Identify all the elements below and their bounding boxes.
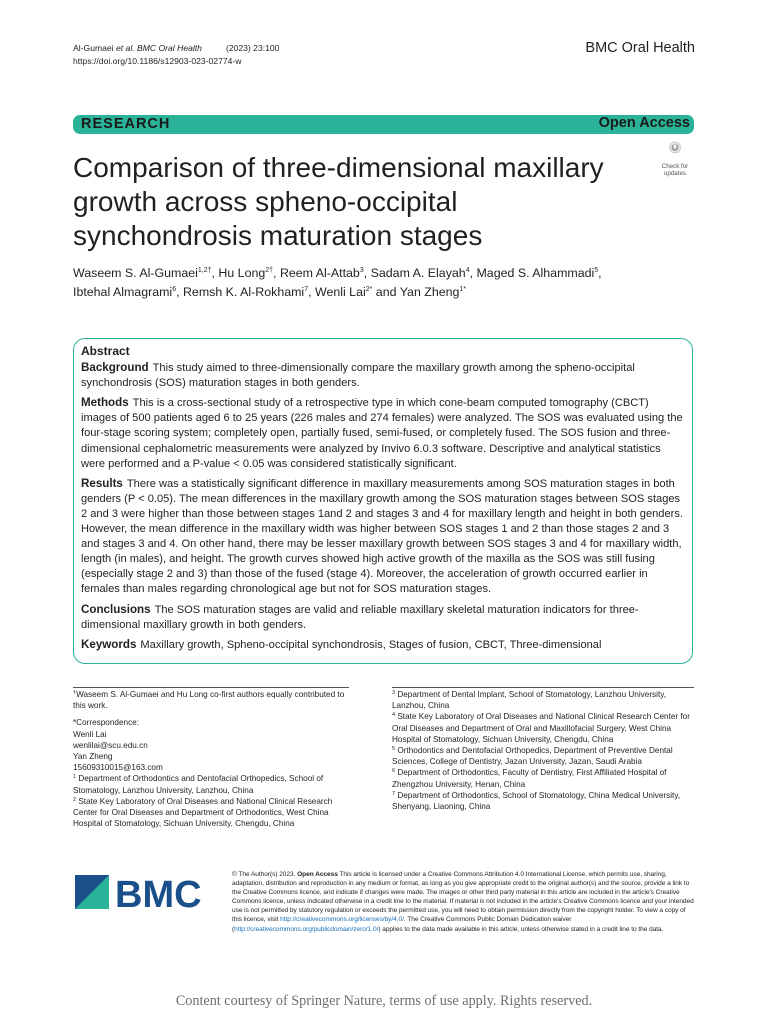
- footnotes-left: [73, 689, 349, 829]
- author: Sadam A. Elayah$^4$,: [370, 266, 477, 280]
- affiliation: $^2$ State Key Laboratory of Oral Diseases and National Clinical Research Center for Oral Diseases and Department of Orthodontics, West China Hospital of Stomatology, Sichuan University, Chengdu, China: [73, 796, 333, 829]
- author: Reem Al-Attab$^3$,: [279, 266, 371, 280]
- author: Hu Long$^{2\dagger}$,: [218, 266, 280, 280]
- author: Maged S. Alhammadi$^5$,: [476, 266, 602, 280]
- footnotes-right: [392, 689, 694, 812]
- header-doi[interactable]: https://doi.org/10.1186/s12903-023-02774-w: [73, 55, 242, 66]
- correspondent-name: Wenli Lai: [73, 729, 107, 739]
- abstract: [81, 344, 687, 657]
- cofirst-note: †Waseem S. Al-Gumaei and Hu Long co-first authors equally contributed to this work.: [73, 690, 345, 711]
- correspondence-label: *Correspondence:: [73, 718, 139, 728]
- running-header: [73, 42, 279, 67]
- header-authors: Al-Gumaei: [73, 43, 114, 53]
- article-title: Comparison of three-dimensional maxillary growth across spheno-occipital synchondrosis maturation stages: [73, 152, 604, 251]
- abstract-heading: Abstract: [81, 344, 130, 358]
- footnote-divider: [392, 687, 694, 688]
- check-for-updates-icon[interactable]: [656, 141, 694, 163]
- correspondent-name: Yan Zheng: [73, 752, 113, 762]
- check-for-updates-label[interactable]: Check for updates: [661, 163, 689, 177]
- author: Wenli Lai$^{2*}$ and: [314, 285, 400, 299]
- header-volume: (2023) 23:100: [225, 43, 280, 53]
- license-link[interactable]: http://creativecommons.org/licenses/by/4.0/: [280, 916, 404, 924]
- correspondent-email[interactable]: wenlilai@scu.edu.cn: [73, 740, 148, 750]
- public-domain-link[interactable]: http://creativecommons.org/publicdomain/zero/1.0/: [234, 925, 379, 933]
- bmc-logo: [75, 873, 215, 913]
- abstract-keywords: Keywords Maxillary growth, Spheno-occipital synchondrosis, Stages of fusion, CBCT, Three-dimensional: [81, 637, 602, 651]
- svg-text:BMC: BMC: [115, 874, 202, 913]
- affiliation: $^5$ Orthodontics and Dentofacial Orthopedics, Department of Preventive Dental Sciences, College of Dentistry, Jazan University, Jazan, Saudi Arabia: [392, 746, 673, 767]
- license-text: © The Author(s) 2023. Open Access This article is licensed under a Creative Commons Attribution 4.0 International License, which permits use, sharing, adaptation, distribution and reproduction in any medium or format, as long as you give appropriate credit to the original author(s) and the source, provide a link to the Creative Commons licence, and indicate if changes were made. The images or other third party material in this article are included in the article's Creative Commons licence, unless indicated otherwise in a credit line to the material. If material is not included in the article's Creative Commons licence and your intended use is not permitted by statutory regulation or exceeds the permitted use, you will need to obtain permission directly from the copyright holder. To view a copy of this licence, visit http://creativecommons.org/licenses/by/4.0/. The Creative Commons Public Domain Dedication waiver (http://creativecommons.org/publicdomain/zero/1.0/) applies to the data made available in this article, unless otherwise stated in a credit line to the data.: [232, 871, 694, 933]
- courtesy-notice: Content courtesy of Springer Nature, terms of use apply. Rights reserved.: [175, 993, 593, 1009]
- affiliation: $^3$ Department of Dental Implant, School of Stomatology, Lanzhou University, Lanzhou, China: [392, 690, 666, 711]
- abstract-results: Results There was a statistically significant difference in maxillary measurements among SOS maturation stages in both genders (P < 0.05). The mean differences in the maxillary growth among the SOS maturation stages between SOS stages 2 and 3 were higher than those between stages 1and 2 and stages 3 and 4 for maxillary length and height in both genders. However, the mean difference in the maxillary width was higher between SOS stages 1 and 2 than those stages 2 and 3 and stages 3 and 4. On other hand, there may be lesser maxillary growth between SOS stages 3 and 4 for maxillary width, length (in males), and height. The growth curves showed high active growth of the maxilla as the SOS was still fusing (especially stage 2 and 3) than those of the fused (stage 4). Moreover, the acceleration of growth occurred earlier in females than males regarding chronological age but not for SOS maturation stages.: [81, 476, 683, 596]
- journal-name: BMC Oral Health: [585, 40, 695, 56]
- header-journal-short: et al. BMC Oral Health: [113, 43, 202, 53]
- author: Ibtehal Almagrami$^6$,: [73, 285, 183, 299]
- author: Yan Zheng$^{1*}$: [399, 285, 467, 299]
- affiliation: $^4$ State Key Laboratory of Oral Diseases and National Clinical Research Center for Oral Diseases and Department of Oral and Maxillofacial Surgery, West China Hospital of Stomatology, Sichuan University, Chengdu, China: [392, 712, 690, 744]
- abstract-methods: Methods This is a cross-sectional study of a retrospective type in which cone-beam computed tomography (CBCT) images of 500 patients aged 6 to 25 years (226 males and 274 females) were analyzed. The SOS was evaluated using the four-stage scoring system; completely open, partially fused, semi-fused, or completely fused. The SOS fusion and three-dimensional cephalometric measurements were analyzed by Invivo 6.0.3 software. Descriptive and analytical statistics were performed and a P-value < 0.05 was considered statistically significant.: [81, 396, 683, 470]
- author: Remsh K. Al-Rokhami$^7$,: [182, 285, 315, 299]
- open-access-label: Open Access: [598, 115, 690, 131]
- article-type-label: RESEARCH: [81, 116, 171, 132]
- affiliation: $^7$ Department of Orthodontics, School of Stomatology, China Medical University, Shenyang, Liaoning, China: [392, 790, 681, 812]
- correspondent-email[interactable]: 15609310015@163.com: [73, 763, 163, 773]
- affiliation: $^1$ Department of Orthodontics and Dentofacial Orthopedics, School of Stomatology, Lanzhou University, Lanzhou, China: [73, 774, 324, 795]
- footnote-divider: [73, 687, 349, 688]
- affiliation: $^6$ Department of Orthodontics, Faculty of Dentistry, First Affiliated Hospital of Zhengzhou University, Henan, China: [392, 768, 667, 789]
- abstract-conclusions: Conclusions The SOS maturation stages are valid and reliable maxillary skeletal maturation indicators for three-dimensional maxillary growth in both genders.: [81, 602, 639, 631]
- abstract-background: Background This study aimed to three-dimensionally compare the maxillary growth among the spheno-occipital synchondrosis (SOS) maturation stages in both genders.: [81, 361, 635, 390]
- author-list: [73, 264, 698, 302]
- author: Waseem S. Al-Gumaei$^{1,2\dagger}$,: [73, 266, 219, 280]
